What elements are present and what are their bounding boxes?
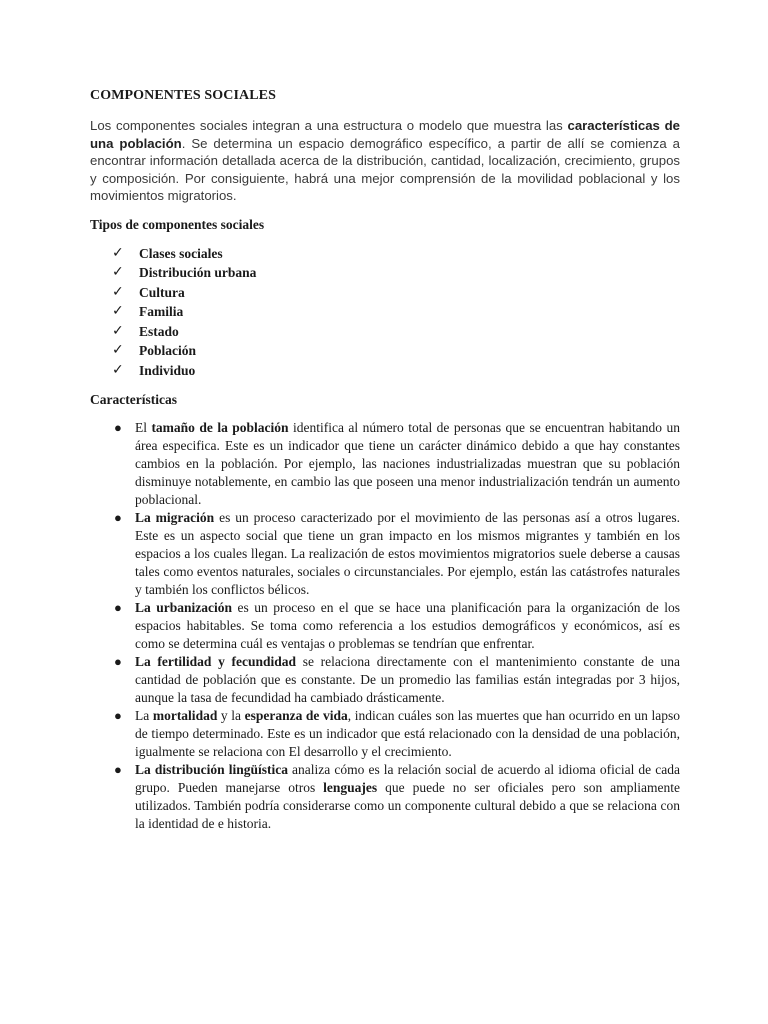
checkmark-icon: ✓ xyxy=(112,283,124,300)
list-item-label: Distribución urbana xyxy=(139,265,257,280)
list-item-label: Individuo xyxy=(139,362,196,378)
list-item xyxy=(90,761,680,833)
checkmark-icon: ✓ xyxy=(112,303,124,319)
item-bold: La urbanización xyxy=(135,600,233,615)
item-bold: La fertilidad y fecundidad xyxy=(135,654,297,669)
checkmark-icon: ✓ xyxy=(112,264,124,280)
intro-text-2: . Se determina un espacio demográfico específico, a partir de allí se comienza a encontrar información detallada acerca de la distribución, cantidad, localización, crecimiento, grupos y composición. Por consiguiente, habrá una mejor comprensión de la movilidad poblacional y los movimientos migratorios. xyxy=(90,135,680,203)
item-bold: esperanza de vida xyxy=(244,708,348,723)
intro-text-1: Los componentes sociales integran a una estructura o modelo que muestra las xyxy=(90,118,568,133)
caracteristicas-list xyxy=(90,419,680,833)
checkmark-icon: ✓ xyxy=(112,361,124,378)
list-item xyxy=(112,341,680,361)
list-item-label: Clases sociales xyxy=(139,245,223,261)
bullet-icon: ● xyxy=(114,654,122,669)
caracteristicas-heading: Características xyxy=(90,392,177,407)
item-bold: tamaño de la población xyxy=(151,420,289,435)
item-bold: La distribución lingüística xyxy=(135,762,288,777)
item-text: y la xyxy=(217,708,245,723)
item-text: es un proceso en el que se hace una planificación para la organización de los espacios habitables. Se toma como referencia a los estudios demográficos y económicos, así es como se determina cuál es ventajas o problemas se tendrían que enfrentar. xyxy=(135,600,681,651)
tipos-heading: Tipos de componentes sociales xyxy=(90,216,265,232)
item-text: que puede no ser oficiales pero son ampliamente utilizados. También podría considerarse como un componente cultural debido a que se relaciona con la identidad de e historia. xyxy=(135,780,680,831)
list-item xyxy=(90,599,680,653)
tipos-list xyxy=(90,244,680,381)
item-text: La xyxy=(135,708,153,723)
list-item-label: Población xyxy=(139,343,197,358)
item-text: analiza cómo es la relación social de acuerdo al idioma oficial de cada grupo. Pueden manejarse otros xyxy=(135,762,680,795)
item-text: identifica al número total de personas que se encuentran habitando un área especifica. Este es un indicador que tiene un carácter dinámico debido a que hay constantes cambios en la población. Por ejemplo, las naciones industrializadas muestran que su población disminuye notablemente, en cambio las que poseen una menor industrialización tendrán un aumento poblacional. xyxy=(135,420,680,507)
item-text: es un proceso caracterizado por el movimiento de las personas así a otros lugares. Este es un aspecto social que tiene un gran impacto en los mismos migrantes y también en los espacios a los cuales llegan. La realización de estos movimientos migratorios suele deberse a causas tales como eventos naturales, sociales o circunstanciales. Por ejemplo, están las catástrofes naturales y también los conflictos bélicos. xyxy=(135,510,680,597)
item-text: se relaciona directamente con el mantenimiento constante de una cantidad de población que es constante. De un promedio las familias están integradas por 3 hijos, aunque la tasa de fecundidad ha cambiado drásticamente. xyxy=(135,654,680,705)
bullet-icon: ● xyxy=(114,708,122,723)
item-text: , indican cuáles son las muertes que han ocurrido en un lapso de tiempo determinado. Este es un indicador que está relacionado con la densidad de una población, igualmente se relaciona con El desarrollo y el crecimiento. xyxy=(135,708,680,759)
list-item xyxy=(90,707,680,761)
item-bold: La migración xyxy=(135,510,215,525)
bullet-icon: ● xyxy=(114,762,122,777)
list-item xyxy=(112,302,680,322)
list-item xyxy=(112,361,680,381)
list-item xyxy=(112,322,680,342)
list-item xyxy=(90,509,680,599)
list-item xyxy=(90,653,680,707)
list-item xyxy=(112,283,680,303)
intro-paragraph xyxy=(90,117,680,205)
checkmark-icon: ✓ xyxy=(112,342,124,358)
list-item xyxy=(112,244,680,264)
item-bold: mortalidad xyxy=(152,708,218,723)
list-item-label: Estado xyxy=(139,323,179,339)
checkmark-icon: ✓ xyxy=(112,244,124,261)
intro-bold: características de una población xyxy=(90,118,680,151)
bullet-icon: ● xyxy=(114,600,122,615)
list-item-label: Cultura xyxy=(139,284,185,300)
list-item xyxy=(90,419,680,509)
bullet-icon: ● xyxy=(114,510,122,525)
document-page xyxy=(90,88,680,833)
document-title: COMPONENTES SOCIALES xyxy=(90,88,276,103)
item-bold: lenguajes xyxy=(323,780,378,795)
bullet-icon: ● xyxy=(114,420,122,435)
checkmark-icon: ✓ xyxy=(112,322,124,339)
list-item-label: Familia xyxy=(139,304,184,319)
list-item xyxy=(112,263,680,283)
item-text: El xyxy=(135,420,152,435)
